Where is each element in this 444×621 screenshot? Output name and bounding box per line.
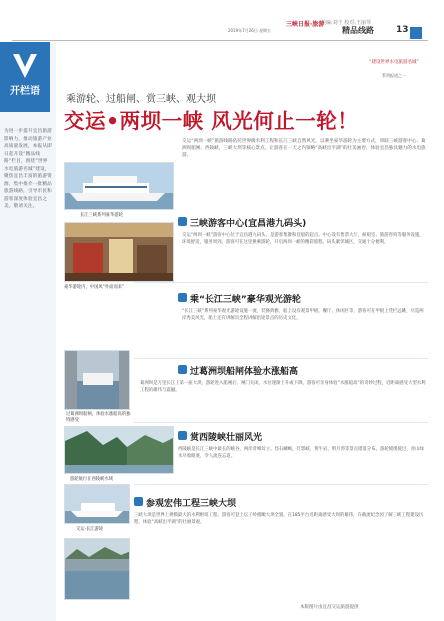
v-logo-icon — [9, 50, 41, 82]
section-divider — [134, 422, 428, 423]
section-title: 过葛洲坝船闸体验水涨船高 — [190, 367, 299, 377]
badge-label: 开栏语 — [10, 86, 40, 97]
intro-column-text: 为进一步提升宜昌旅游影响力，推动旅游产业高质量发展，本报从即日起开设“精品线路”栏目，围绕“世界水电旅游名城”建设，聚焦宜昌丰富的旅游资源，集中推介一批精品旅游线路，引导市民和游客深度体验宜昌之美。敬请关注。 — [4, 129, 52, 209]
section-divider — [134, 484, 428, 485]
section-body-2: “长江三峡”系列豪华观光游轮设施一流，装修典雅，船上设有观景甲板、餐厅、休闲区等，游客可在甲板上凭栏远眺，尽览两岸秀美风光，船上还有讲解员全程讲解沿途景点的历史文化。 — [182, 309, 424, 321]
section-title: 参观宏伟工程三峡大坝 — [146, 499, 237, 509]
page-number: 13 — [396, 25, 409, 35]
header-brand: 三峡日报·旅游 — [286, 21, 325, 28]
article-intro: 交运“两坝一峡”旅游线路依托世界级水利工程和长江三峡自然风光，以乘坐豪华游轮为主要方式，串联三峡游客中心、葛洲坝船闸、西陵峡、三峡大坝等核心景点，让游客在一天之内领略“高峡出平湖”的壮美画卷，体验宜昌独具魅力的水电旅游。 — [182, 139, 426, 158]
stamp-title: “建设世界水电旅游名城” — [369, 60, 419, 65]
gorge-caption: 游轮航行在西陵峡水域 — [70, 477, 113, 482]
section-marker-icon — [134, 497, 143, 506]
section-title: 赏西陵峡壮丽风光 — [190, 433, 263, 443]
ship-interior-photo — [64, 222, 174, 282]
photo-credit: 本版图片由宜昌交运旅游提供 — [300, 605, 359, 610]
cruise-caption-small: 交运·长江游轮 — [76, 527, 104, 532]
cruise-ship-caption: 长江三峡系列豪华游轮 — [80, 213, 123, 218]
section-divider — [134, 282, 428, 283]
ship-interior-caption: 豪华游轮内，中国风“扑面而来” — [64, 285, 125, 290]
section-title: 三峡游客中心(宜昌港九码头) — [190, 219, 307, 229]
section-marker-icon — [178, 365, 187, 374]
section-divider — [134, 358, 428, 359]
section-marker-icon — [178, 293, 187, 302]
section-body-5: 三峡大坝是世界上规模最大的水利枢纽工程。游客可登上坛子岭俯瞰大坝全貌，在185平台近距离感受大坝的雄伟，在截流纪念园了解三峡工程建设历程，体验“高峡出平湖”的壮丽景观。 — [134, 513, 424, 525]
header-brand-sub: 美编:刘干 校对:王丽琴 — [321, 20, 371, 26]
header-date: 2019年7月26日 星期五 — [228, 28, 272, 33]
headline-kicker: 乘游轮、过船闸、赏三峡、观大坝 — [66, 94, 216, 105]
gorge-photo — [64, 426, 174, 474]
stamp-subtitle: 系列报道之一 — [382, 73, 406, 78]
page-header — [0, 0, 444, 35]
header-section: 精品线路 — [342, 26, 374, 35]
header-divider — [12, 40, 428, 41]
section-body-1: 交运“两坝一峡”游客中心位于宜昌港九码头，是游客集散和登船的起点。中心设有售票大厅、候船室、旅游咨询等服务设施，环境舒适，服务周到。游客可在这里换乘游轮，开启两坝一峡的精彩旅程。码头紧邻城区，交通十分便利。 — [182, 233, 424, 245]
section-body-3: 葛洲坝是万里长江上第一座大坝，游轮进入船闸后，闸门关闭，水位逐渐上升或下降，游客可亲身体验“水涨船高”的奇妙过程，近距离感受大型水利工程的雄伟与震撼。 — [140, 381, 426, 393]
section-marker-icon — [178, 431, 187, 440]
ship-lock-photo — [64, 350, 130, 410]
page-marker-icon — [410, 27, 422, 39]
section-title: 乘“长江三峡”豪华观光游轮 — [190, 295, 301, 305]
section-marker-icon — [178, 217, 187, 226]
dam-photo — [64, 538, 130, 600]
cruise-photo-small — [64, 484, 130, 524]
headline: 交运•两坝一峡 风光何止一轮！ — [64, 109, 359, 133]
ship-lock-caption: 过葛洲坝船闸，体验水涨船高的独特感受 — [66, 412, 131, 423]
column-badge — [0, 42, 50, 112]
section-body-4: 西陵峡是长江三峡中最长的峡谷，两岸奇峰耸立、怪石嶙峋，灯影峡、黄牛岩、明月湾等景点错落分布。游轮缓缓驶过，青山绿水尽收眼底，令人流连忘返。 — [178, 447, 424, 459]
cruise-ship-photo — [64, 162, 174, 210]
series-stamp — [362, 60, 426, 82]
